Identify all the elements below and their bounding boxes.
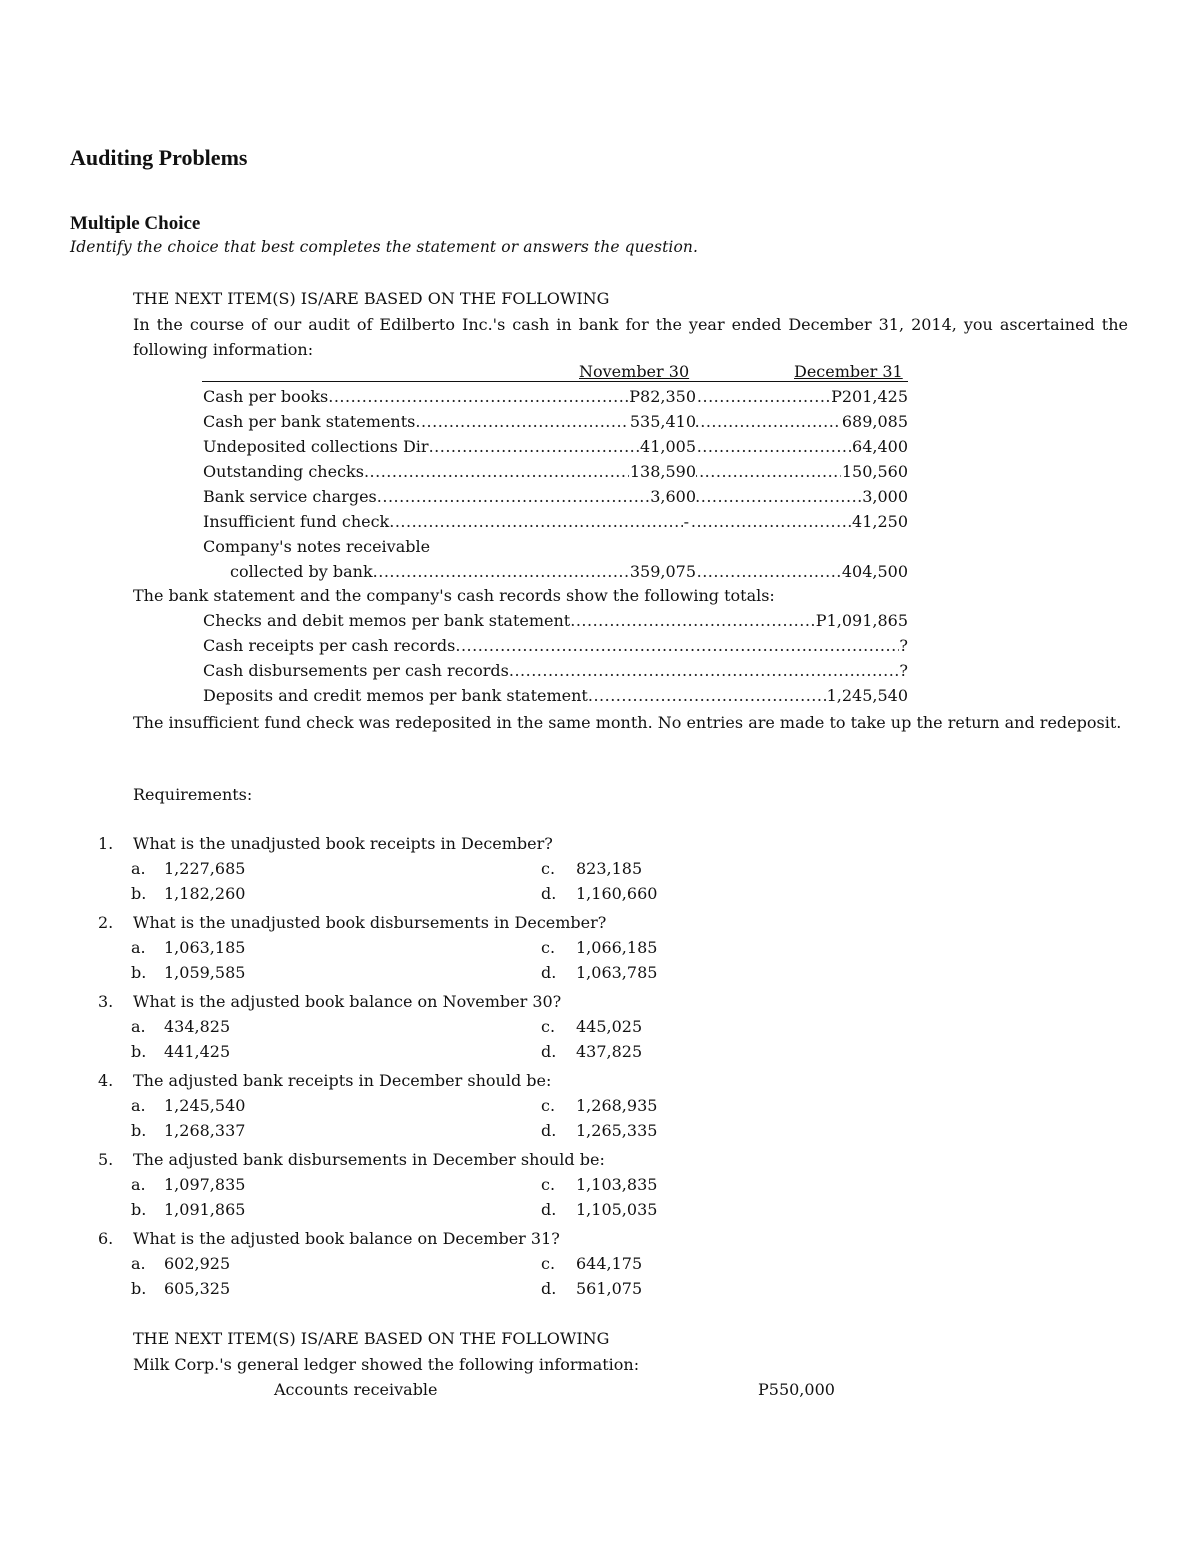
option-c[interactable]: 445,025 — [576, 1017, 643, 1036]
option-d[interactable]: 1,160,660 — [576, 884, 658, 903]
requirements-label: Requirements: — [133, 785, 253, 804]
option-b[interactable]: 441,425 — [164, 1042, 231, 1061]
row-label: Outstanding checks — [203, 462, 364, 481]
option-letter: b. — [131, 884, 147, 903]
totals-value: ? — [899, 636, 908, 655]
table-row — [203, 437, 908, 456]
col-header-november: November 30 — [579, 362, 690, 381]
option-letter: c. — [541, 1254, 556, 1273]
question-number: 6. — [98, 1229, 114, 1248]
question-number: 2. — [98, 913, 114, 932]
nov-value: 3,600 — [650, 487, 696, 506]
option-c[interactable]: 1,066,185 — [576, 938, 658, 957]
option-a[interactable]: 1,063,185 — [164, 938, 246, 957]
option-letter: b. — [131, 963, 147, 982]
problem2-intro: Milk Corp.'s general ledger showed the following information: — [133, 1355, 640, 1374]
row-label: Company's notes receivable — [203, 537, 431, 556]
instructions: Identify the choice that best completes the statement or answers the question. — [70, 238, 699, 256]
option-a[interactable]: 1,097,835 — [164, 1175, 246, 1194]
option-b[interactable]: 1,059,585 — [164, 963, 246, 982]
totals-label: Cash disbursements per cash records — [203, 661, 509, 680]
option-d[interactable]: 437,825 — [576, 1042, 643, 1061]
row-label: Bank service charges — [203, 487, 377, 506]
option-b[interactable]: 1,268,337 — [164, 1121, 246, 1140]
question-text: The adjusted bank disbursements in December should be: — [133, 1150, 605, 1169]
problem2-header: THE NEXT ITEM(S) IS/ARE BASED ON THE FOLLOWING — [133, 1329, 610, 1348]
totals-intro: The bank statement and the company's cash records show the following totals: — [133, 586, 775, 605]
doc-title: Auditing Problems — [70, 145, 248, 170]
table-row — [203, 487, 908, 506]
row-label-continued: collected by bank — [230, 562, 373, 581]
problem1-note: The insufficient fund check was redeposited in the same month. No entries are made to take up the return and redeposit. — [133, 713, 1122, 732]
option-letter: d. — [541, 1042, 557, 1061]
option-letter: b. — [131, 1279, 147, 1298]
section-title: Multiple Choice — [70, 213, 201, 234]
option-letter: b. — [131, 1121, 147, 1140]
option-a[interactable]: 1,245,540 — [164, 1096, 246, 1115]
option-b[interactable]: 605,325 — [164, 1279, 231, 1298]
option-c[interactable]: 644,175 — [576, 1254, 643, 1273]
option-d[interactable]: 561,075 — [576, 1279, 643, 1298]
totals-label: Deposits and credit memos per bank statement — [203, 686, 588, 705]
totals-label: Checks and debit memos per bank statement — [203, 611, 571, 630]
nov-value: - — [683, 512, 689, 531]
table-row — [203, 512, 908, 531]
option-letter: b. — [131, 1042, 147, 1061]
row-label: Undeposited collections Dir — [203, 437, 429, 456]
totals-label: Cash receipts per cash records — [203, 636, 456, 655]
dec-value: 150,560 — [841, 462, 908, 481]
option-letter: c. — [541, 859, 556, 878]
option-a[interactable]: 1,227,685 — [164, 859, 246, 878]
option-letter: c. — [541, 1096, 556, 1115]
ledger-value: P550,000 — [758, 1380, 835, 1399]
option-letter: a. — [131, 1254, 146, 1273]
option-letter: d. — [541, 963, 557, 982]
question-text: What is the unadjusted book receipts in December? — [133, 834, 553, 853]
problem1-header: THE NEXT ITEM(S) IS/ARE BASED ON THE FOLLOWING — [133, 289, 610, 308]
row-label: Insufficient fund check — [203, 512, 390, 531]
option-letter: c. — [541, 1175, 556, 1194]
question-number: 4. — [98, 1071, 114, 1090]
problem1-intro: In the course of our audit of Edilberto Inc.'s cash in bank for the year ended December 31, 2014, you ascertained the following information: — [133, 315, 1128, 359]
ledger-label: Accounts receivable — [274, 1380, 438, 1399]
option-letter: c. — [541, 938, 556, 957]
option-letter: d. — [541, 1200, 557, 1219]
dec-value: 3,000 — [862, 487, 908, 506]
option-letter: a. — [131, 938, 146, 957]
option-letter: a. — [131, 1175, 146, 1194]
table-row — [230, 562, 908, 581]
list-item — [203, 636, 908, 655]
table-row — [203, 462, 908, 481]
nov-value: 41,005 — [640, 437, 696, 456]
nov-value: P82,350 — [629, 387, 696, 406]
question-number: 1. — [98, 834, 114, 853]
option-c[interactable]: 1,103,835 — [576, 1175, 658, 1194]
dec-value: 689,085 — [841, 412, 908, 431]
option-a[interactable]: 602,925 — [164, 1254, 231, 1273]
option-letter: d. — [541, 884, 557, 903]
question-text: What is the adjusted book balance on December 31? — [133, 1229, 560, 1248]
option-letter: a. — [131, 1017, 146, 1036]
option-b[interactable]: 1,091,865 — [164, 1200, 246, 1219]
table-row — [203, 412, 908, 431]
option-c[interactable]: 823,185 — [576, 859, 643, 878]
option-c[interactable]: 1,268,935 — [576, 1096, 658, 1115]
totals-value: 1,245,540 — [826, 686, 908, 705]
table-row — [203, 387, 908, 406]
table-rule — [202, 381, 908, 382]
question-number: 5. — [98, 1150, 114, 1169]
question-text: What is the adjusted book balance on November 30? — [133, 992, 562, 1011]
totals-value: P1,091,865 — [815, 611, 908, 630]
option-b[interactable]: 1,182,260 — [164, 884, 246, 903]
option-d[interactable]: 1,105,035 — [576, 1200, 658, 1219]
row-label: Cash per bank statements — [203, 412, 416, 431]
question-number: 3. — [98, 992, 114, 1011]
dec-value: 404,500 — [841, 562, 908, 581]
dec-value: 64,400 — [852, 437, 908, 456]
nov-value: 535,410 — [629, 412, 696, 431]
option-letter: d. — [541, 1279, 557, 1298]
row-label: Cash per books — [203, 387, 329, 406]
nov-value: 138,590 — [629, 462, 696, 481]
list-item — [203, 686, 908, 705]
nov-value: 359,075 — [629, 562, 696, 581]
option-letter: a. — [131, 859, 146, 878]
option-a[interactable]: 434,825 — [164, 1017, 231, 1036]
dec-value: P201,425 — [831, 387, 908, 406]
option-letter: c. — [541, 1017, 556, 1036]
dec-value: 41,250 — [852, 512, 908, 531]
question-text: The adjusted bank receipts in December should be: — [133, 1071, 552, 1090]
option-letter: d. — [541, 1121, 557, 1140]
list-item — [203, 611, 908, 630]
col-header-december: December 31 — [794, 362, 903, 381]
option-letter: b. — [131, 1200, 147, 1219]
list-item — [203, 661, 908, 680]
option-letter: a. — [131, 1096, 146, 1115]
option-d[interactable]: 1,063,785 — [576, 963, 658, 982]
option-d[interactable]: 1,265,335 — [576, 1121, 658, 1140]
totals-value: ? — [899, 661, 908, 680]
question-text: What is the unadjusted book disbursements in December? — [133, 913, 607, 932]
